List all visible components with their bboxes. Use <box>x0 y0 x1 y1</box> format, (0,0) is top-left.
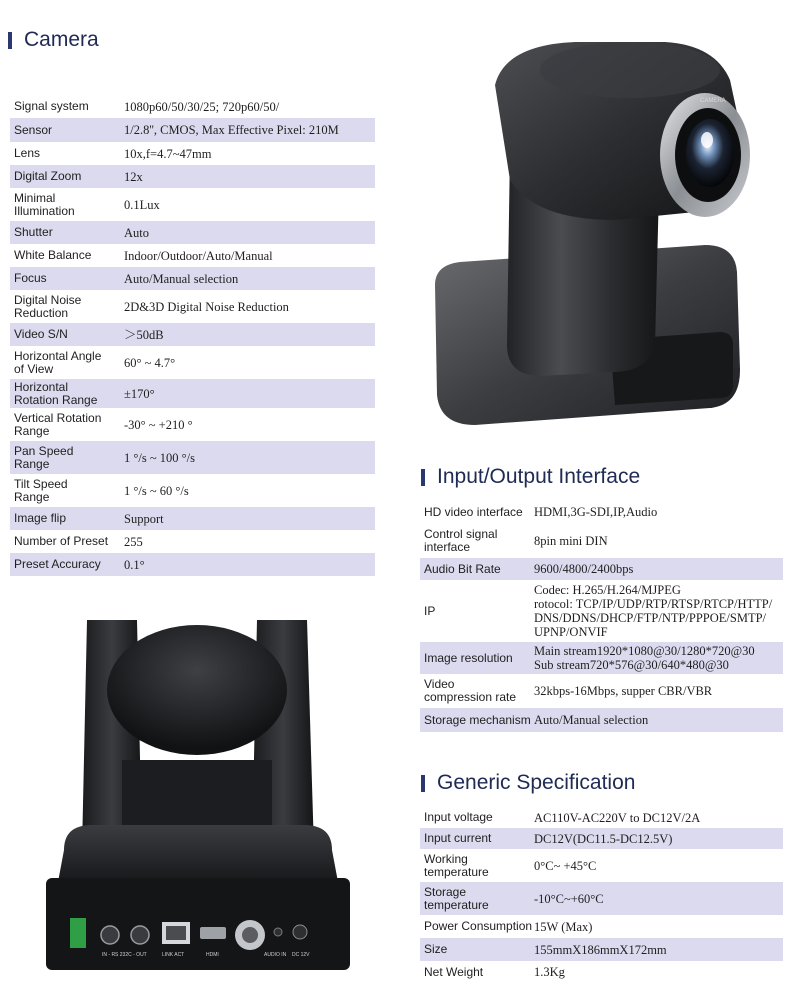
spec-row <box>10 474 375 507</box>
spec-label: Input current <box>424 831 492 845</box>
spec-label: Number of Preset <box>14 534 109 548</box>
spec-row <box>10 323 375 346</box>
spec-row <box>420 524 783 558</box>
lan-port-label: LINK ACT <box>162 952 185 958</box>
spec-label: Working temperature <box>424 851 489 879</box>
spec-value: DC12V(DC11.5-DC12.5V) <box>534 831 673 846</box>
camera-rear-photo <box>42 620 354 970</box>
spec-label: Lens <box>14 146 41 160</box>
spec-label: Horizontal Angle of View <box>14 348 102 376</box>
spec-row <box>10 408 375 441</box>
spec-row <box>10 165 375 188</box>
spec-label: Size <box>424 942 448 956</box>
spec-label: Audio Bit Rate <box>424 561 501 576</box>
spec-value: 10x,f=4.7~47mm <box>124 146 212 161</box>
spec-label: Video S/N <box>14 327 68 341</box>
spec-value: 1080p60/50/30/25; 720p60/50/ <box>124 99 280 114</box>
camera-front-photo <box>415 40 760 425</box>
spec-value: Auto/Manual selection <box>124 271 239 286</box>
spec-value: 60° ~ 4.7° <box>124 355 176 370</box>
spec-label: Power Consumption <box>424 919 533 933</box>
title-accent-bar <box>421 775 425 792</box>
spec-value: HDMI,3G-SDI,IP,Audio <box>534 505 658 519</box>
spec-label: Input voltage <box>424 810 493 824</box>
spec-label: Minimal Illumination <box>14 190 75 218</box>
title-accent-bar <box>421 469 425 486</box>
spec-value: Codec: H.265/H.264/MJPEG rotocol: TCP/IP/UDP/RTP/RTSP/RTCP/HTTP/ DNS/DDNS/DHCP/FTP/NTP/PPPOE/SMTP/ UPNP/ONVIF <box>534 583 773 639</box>
generic-title: Generic Specification <box>437 771 636 794</box>
spec-label: White Balance <box>14 248 92 262</box>
spec-value: 1/2.8'', CMOS, Max Effective Pixel: 210M <box>124 123 339 137</box>
spec-row <box>420 915 783 938</box>
spec-label: Digital Zoom <box>14 169 82 183</box>
spec-label: Tilt Speed Range <box>14 476 68 504</box>
io-spec-table <box>420 500 783 732</box>
spec-value: Indoor/Outdoor/Auto/Manual <box>124 248 273 263</box>
generic-spec-table <box>420 807 783 983</box>
spec-row <box>10 441 375 474</box>
spec-row <box>420 580 783 642</box>
camera-spec-table <box>10 95 375 576</box>
front-brand-label: CAMERA <box>700 98 726 104</box>
spec-value: 1 °/s ~ 60 °/s <box>124 483 189 498</box>
spec-value: Main stream1920*1080@30/1280*720@30 Sub stream720*576@30/640*480@30 <box>534 644 755 672</box>
spec-value: 0.1Lux <box>124 197 160 212</box>
spec-row <box>420 807 783 828</box>
spec-value: 12x <box>124 169 143 184</box>
spec-label: Signal system <box>14 99 89 113</box>
spec-label: Sensor <box>14 122 53 137</box>
spec-value: 0°C~ +45°C <box>534 858 597 873</box>
spec-value: 155mmX186mmX172mm <box>534 942 667 957</box>
hdmi-port-label: HDMI <box>206 952 219 958</box>
spec-label: Control signal interface <box>424 527 498 554</box>
spec-label: Net Weight <box>424 964 484 979</box>
spec-label: Image resolution <box>424 650 513 665</box>
spec-value: Support <box>124 511 164 526</box>
spec-row <box>420 828 783 849</box>
camera-title: Camera <box>24 28 99 51</box>
spec-row <box>10 507 375 530</box>
spec-label: Storage mechanism <box>424 712 531 727</box>
spec-label: Video compression rate <box>424 677 517 704</box>
spec-value: 32kbps-16Mbps, supper CBR/VBR <box>534 684 713 698</box>
spec-label: Pan Speed Range <box>14 443 74 471</box>
spec-value: 1 °/s ~ 100 °/s <box>124 450 195 465</box>
spec-label: Digital Noise Reduction <box>14 292 82 320</box>
spec-value: 255 <box>124 534 143 549</box>
spec-row <box>420 674 783 708</box>
spec-row <box>10 244 375 267</box>
audio-port-label: AUDIO IN <box>264 952 287 958</box>
spec-label: Shutter <box>14 225 53 239</box>
spec-row <box>420 938 783 961</box>
spec-label: Focus <box>14 271 47 285</box>
power-port-label: DC 12V <box>292 952 310 958</box>
spec-row <box>420 642 783 674</box>
spec-row <box>10 267 375 290</box>
spec-row <box>420 849 783 882</box>
spec-row <box>10 290 375 323</box>
io-title: Input/Output Interface <box>437 465 641 488</box>
spec-label: Preset Accuracy <box>14 557 101 571</box>
spec-row <box>420 708 783 732</box>
spec-row <box>420 961 783 983</box>
spec-row <box>10 188 375 221</box>
spec-row <box>420 500 783 524</box>
spec-label: Vertical Rotation Range <box>14 410 102 438</box>
camera-section-title <box>8 28 99 52</box>
spec-row <box>10 142 375 165</box>
spec-value: ±170° <box>124 386 155 401</box>
io-section-title <box>421 465 640 489</box>
spec-row <box>10 95 375 118</box>
rs232-port-label: IN - RS 232C - OUT <box>102 952 147 958</box>
spec-value: 8pin mini DIN <box>534 534 608 548</box>
spec-value: 9600/4800/2400bps <box>534 562 634 576</box>
spec-value: Auto <box>124 225 149 240</box>
spec-row <box>10 346 375 379</box>
spec-label: Horizontal Rotation Range <box>14 379 98 407</box>
spec-value: 1.3Kg <box>534 965 565 979</box>
spec-label: Image flip <box>14 511 67 525</box>
spec-row <box>420 882 783 915</box>
spec-value: 15W (Max) <box>534 919 593 934</box>
spec-value: Auto/Manual selection <box>534 713 649 727</box>
spec-value: 0.1° <box>124 557 145 572</box>
generic-section-title <box>421 771 635 795</box>
spec-label: HD video interface <box>424 504 523 519</box>
spec-value: ＞50dB <box>124 327 164 342</box>
spec-value: -30° ~ +210 ° <box>124 417 193 432</box>
spec-value: AC110V-AC220V to DC12V/2A <box>534 810 701 825</box>
spec-label: Storage temperature <box>424 884 489 912</box>
spec-row <box>420 558 783 580</box>
spec-value: -10°C~+60°C <box>534 891 604 906</box>
spec-row <box>10 118 375 142</box>
spec-row <box>10 553 375 576</box>
spec-value: 2D&3D Digital Noise Reduction <box>124 299 289 314</box>
spec-row <box>10 221 375 244</box>
spec-row <box>10 379 375 408</box>
title-accent-bar <box>8 32 12 49</box>
spec-label: IP <box>424 603 436 618</box>
spec-row <box>10 530 375 553</box>
